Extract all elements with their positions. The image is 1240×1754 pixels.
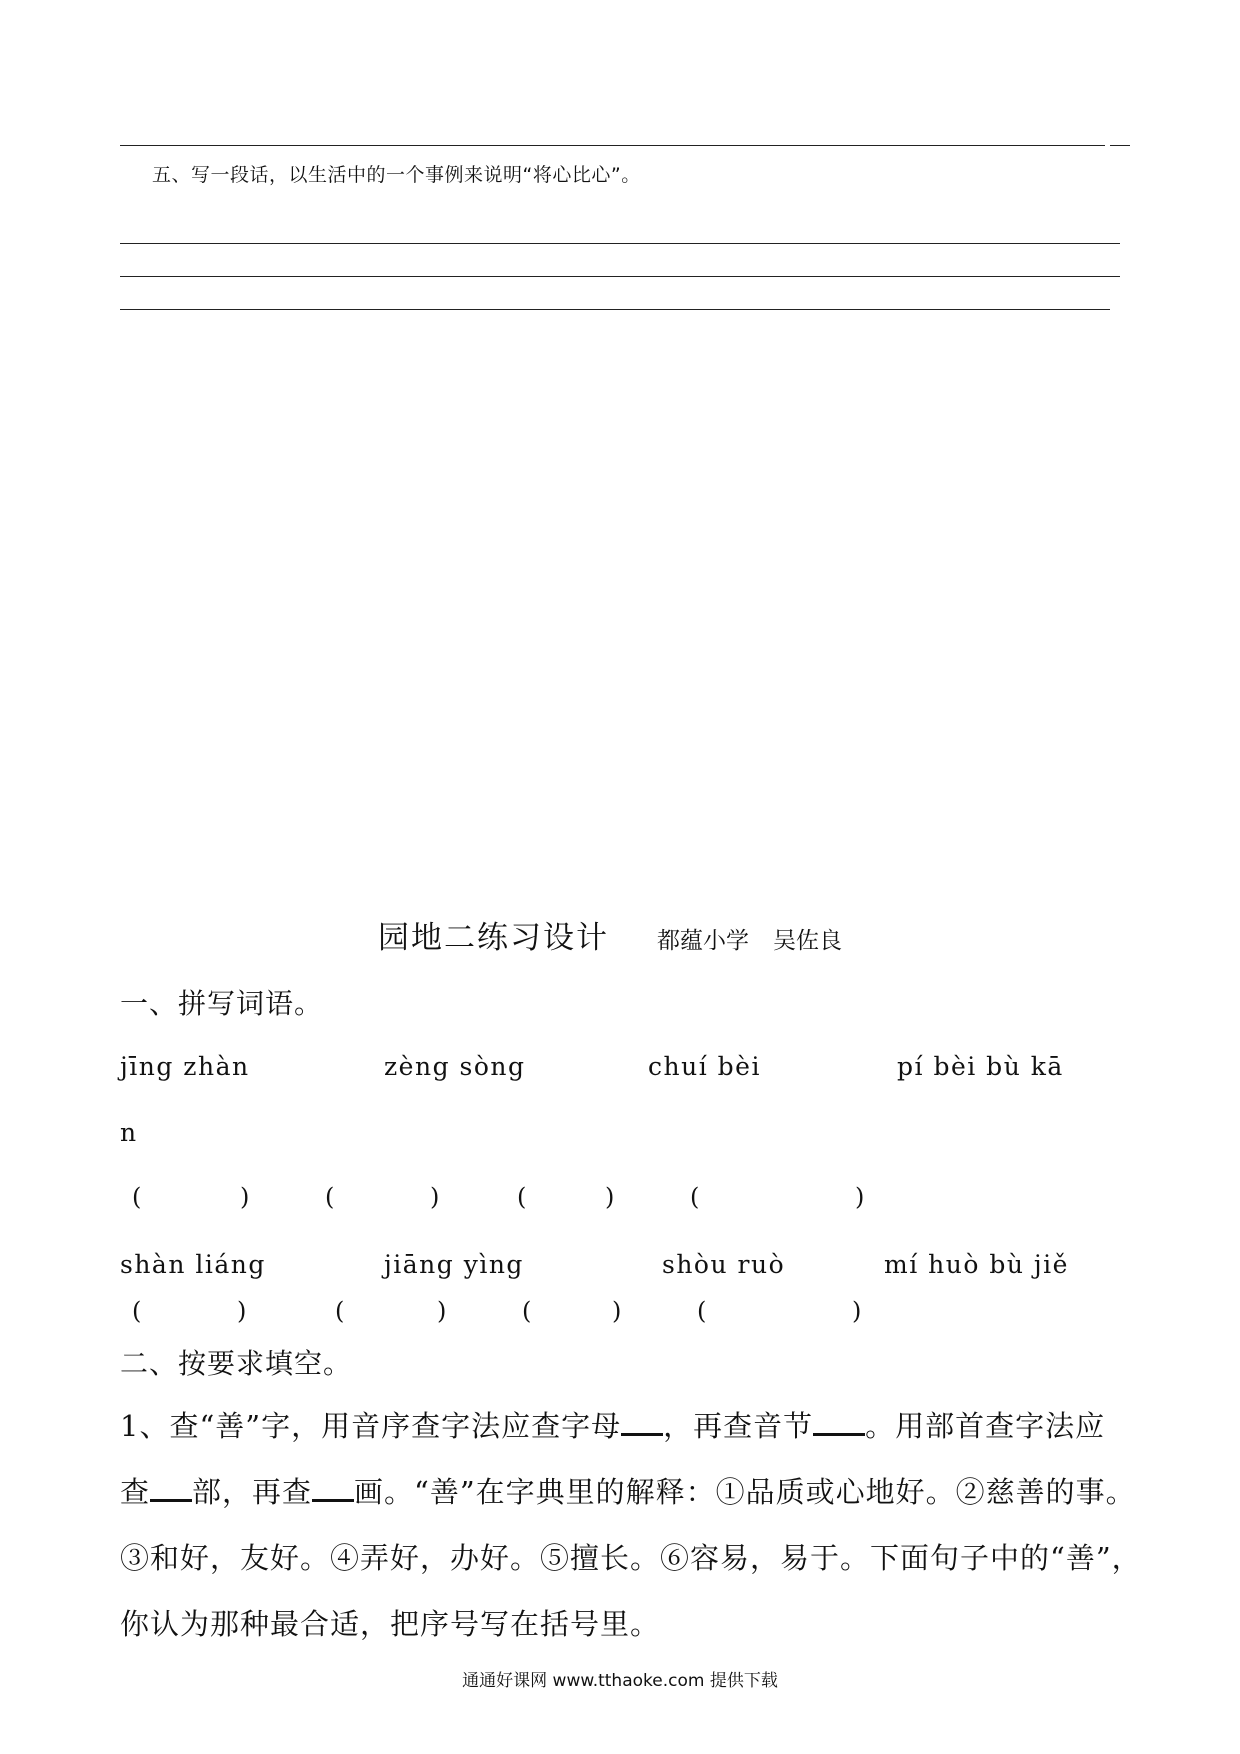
top-rule xyxy=(120,145,1105,146)
question-line: ③和好，友好。④弄好，办好。⑤擅长。⑥容易，易于。下面句子中的“善”， xyxy=(120,1541,1142,1575)
answer-paren-close: ) xyxy=(437,1297,447,1325)
teacher-name: 吴佐良 xyxy=(773,928,842,954)
answer-paren-open: ( xyxy=(690,1183,700,1211)
answer-paren-open: ( xyxy=(325,1183,335,1211)
answer-paren-close: ) xyxy=(605,1183,615,1211)
pinyin-word: zèng sòng xyxy=(384,1052,526,1081)
question-1-text xyxy=(120,1393,1142,1657)
answer-paren-close: ) xyxy=(612,1297,622,1325)
section1-heading: 一、拼写词语。 xyxy=(120,987,324,1020)
answer-paren-open: ( xyxy=(132,1183,142,1211)
pinyin-word: jiāng yìng xyxy=(384,1250,524,1279)
page-title: 园地二练习设计 xyxy=(378,920,609,956)
footer-credit: 通通好课网 www.tthaoke.com 提供下载 xyxy=(462,1671,778,1691)
answer-paren-open: ( xyxy=(132,1297,142,1325)
pinyin-word: jīng zhàn xyxy=(120,1052,250,1081)
writing-line xyxy=(120,309,1110,310)
answer-paren-open: ( xyxy=(697,1297,707,1325)
pinyin-word: chuí bèi xyxy=(648,1052,761,1081)
pinyin-word: shòu ruò xyxy=(662,1250,786,1279)
top-rule-dash xyxy=(1110,145,1130,146)
section2-heading: 二、按要求填空。 xyxy=(120,1347,353,1380)
pinyin-word: shàn liáng xyxy=(120,1250,266,1279)
answer-paren-open: ( xyxy=(517,1183,527,1211)
answer-paren-close: ) xyxy=(855,1183,865,1211)
question-line: 查 部，再查 画。“善”在字典里的解释：①品质或心地好。②慈善的事。 xyxy=(120,1475,1136,1509)
answer-paren-open: ( xyxy=(335,1297,345,1325)
answer-blank[interactable] xyxy=(621,1409,663,1436)
section5-prompt: 五、写一段话，以生活中的一个事例来说明“将心比心”。 xyxy=(152,164,641,186)
answer-blank[interactable] xyxy=(312,1475,354,1502)
answer-paren-close: ) xyxy=(852,1297,862,1325)
pinyin-word: n xyxy=(120,1118,138,1147)
writing-line xyxy=(120,276,1120,277)
school-name: 都蕴小学 xyxy=(657,928,749,954)
answer-paren-close: ) xyxy=(240,1183,250,1211)
pinyin-word: mí huò bù jiě xyxy=(884,1250,1069,1279)
answer-paren-open: ( xyxy=(522,1297,532,1325)
writing-line xyxy=(120,243,1120,244)
answer-blank[interactable] xyxy=(813,1409,865,1436)
answer-blank[interactable] xyxy=(150,1475,192,1502)
answer-paren-close: ) xyxy=(237,1297,247,1325)
question-line: 1、查“善”字，用音序查字法应查字母 ，再查音节 。用部首查字法应 xyxy=(120,1409,1106,1443)
pinyin-word: pí bèi bù kā xyxy=(897,1052,1064,1081)
page-title-line xyxy=(378,912,842,957)
question-line: 你认为那种最合适，把序号写在括号里。 xyxy=(120,1607,661,1641)
answer-paren-close: ) xyxy=(430,1183,440,1211)
